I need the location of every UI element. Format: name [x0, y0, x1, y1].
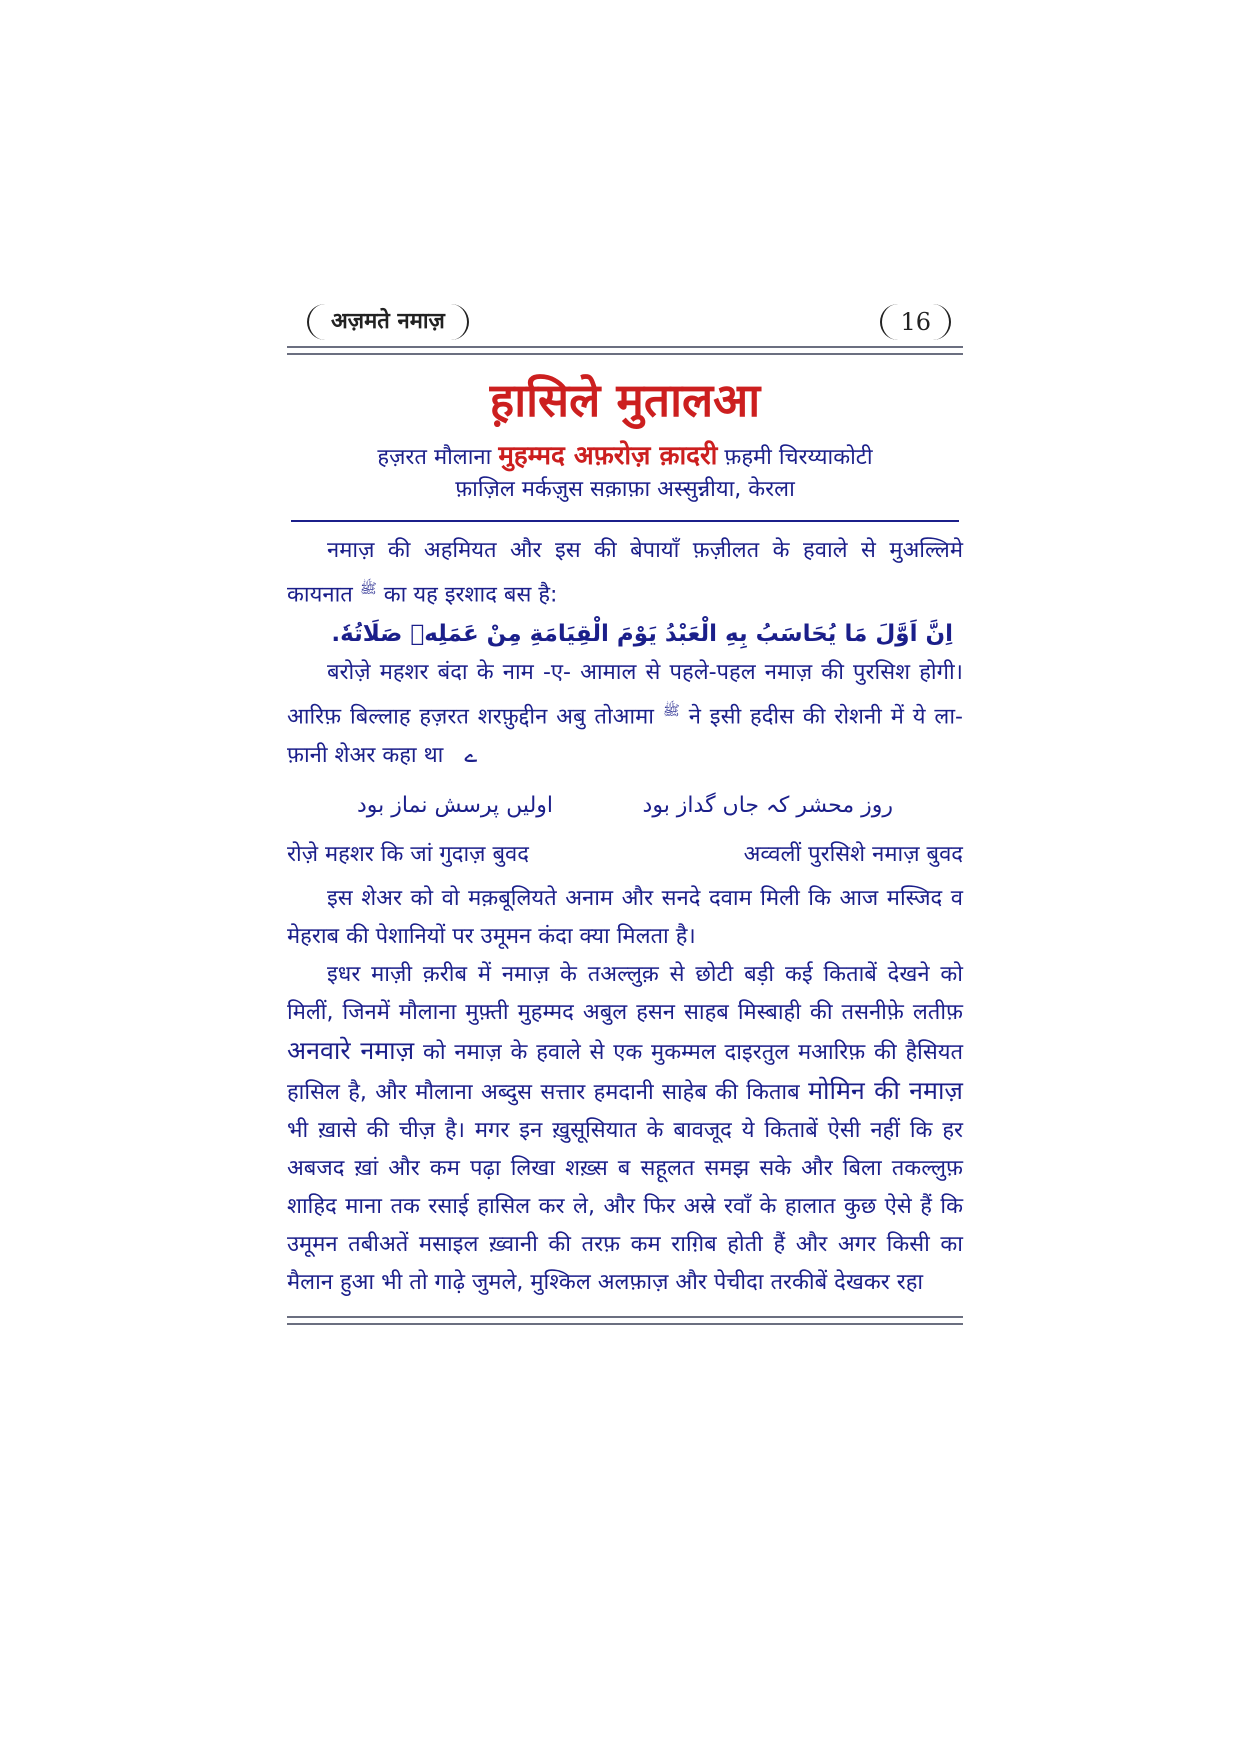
salutation-symbol: ﷺ [359, 581, 377, 597]
page-number: 16 [880, 304, 951, 340]
couplet-urdu-second: اولیں پرسش نماز بود [357, 792, 554, 818]
paragraph-1-text: नमाज़ की अहमियत और इस की बेपायाँ फ़ज़ीलत के हवाले से मुअल्लिमे कायनात [287, 538, 963, 608]
couplet-hindi-second: अव्वलीं पुरसिशे नमाज़ बुवद [743, 841, 963, 867]
book-name-anware-namaz: अनवारे नमाज़ [287, 1035, 415, 1065]
couplet-urdu-first: روز محشر کہ جاں گداز بود [642, 792, 893, 818]
hadith-arabic: اِنَّ اَوَّلَ مَا یُحَاسَبُ بِهِ الْعَبْدُ یَوْمَ الْقِیَامَةِ مِنْ عَمَلِهٖ صَلَاتُهٗ. [331, 621, 953, 648]
paragraph-2-text-b: ने इसी हदीस की रोशनी में ये ला-फ़ानी शेअर कहा था [287, 704, 963, 768]
page-header [287, 300, 963, 348]
author-name: मुहम्मद अफ़रोज़ क़ादरी [498, 441, 718, 471]
verse-mark: ے [464, 742, 478, 768]
paragraph-4-text-b: को नमाज़ के हवाले से एक मुकम्मल दाइरतुल मआरिफ़ की हैसियत हासिल है, और मौलाना अब्दुस सत्तार हमदानी साहेब की किताब [287, 1039, 963, 1105]
paragraph-3: इस शेअर को वो मक़बूलियते अनाम और सनदे दवाम मिली कि आज मस्जिद व मेहराब की पेशानियों पर उमूमन कंदा क्या मिलता है। [287, 885, 963, 949]
couplet-urdu [287, 793, 963, 818]
couplet-hindi-first: रोज़े महशर कि जां गुदाज़ बुवद [287, 841, 529, 867]
book-name-momin-ki-namaz: मोमिन की नमाज़ [808, 1075, 963, 1105]
title-divider [291, 520, 959, 522]
paragraph-4 [287, 956, 963, 1302]
page [287, 300, 963, 1325]
author-suffix: फ़हमी चिरय्याकोटी [724, 445, 873, 470]
chapter-title: ह़ासिले मुतालआ [489, 373, 761, 427]
paragraph-2 [287, 654, 963, 774]
paragraph-4-text-c: भी ख़ासे की चीज़ है। मगर इन ख़ुसूसियात के बावजूद ये किताबें ऐसी नहीं कि हर अबजद ख़ां और कम पढ़ा लिखा शख़्स ब सहूलत समझ सके और बिला तकल्लुफ़ शाहिद माना तक रसाई हासिल कर ले, और फिर अस्रे रवाँ के हालात कुछ ऐसे हैं कि उमूमन तबीअतें मसाइल ख़्वानी की तरफ़ कम राग़िब होती हैं और अगर किसी का मैलान हुआ भी तो गाढ़े जुमले, मुश्किल अलफ़ाज़ और पेचीदा तरकीबें देखकर रहा [287, 1117, 963, 1295]
footer-divider [287, 1316, 963, 1325]
paragraph-2-text-a: बरोज़े महशर बंदा के नाम -ए- आमाल से पहले-पहल नमाज़ की पुरसिश होगी। आरिफ़ बिल्लाह हज़रत शरफ़ुद्दीन अबु तोआमा [287, 660, 963, 730]
book-title: अज़मते नमाज़ [307, 304, 469, 340]
author-prefix: हज़रत मौलाना [377, 445, 492, 470]
paragraph-1 [287, 532, 963, 614]
author-affiliation: फ़ाज़िल मर्कज़ुस सक़ाफ़ा अस्सुन्नीया, केरला [455, 477, 795, 502]
honorific-symbol: ﷺ [662, 703, 680, 720]
couplet-hindi [287, 838, 963, 868]
paragraph-1-end: का यह इरशाद बस है: [383, 582, 558, 608]
paragraph-4-text-a: इधर माज़ी क़रीब में नमाज़ के तअल्लुक़ से छोटी बड़ी कई किताबें देखने को मिलीं, जिनमें मौलाना मुफ़्ती मुहम्मद अबुल हसन साहब मिस्बाही की तसनीफ़े लतीफ़ [287, 961, 963, 1025]
author-line [287, 440, 963, 474]
header-divider [287, 346, 963, 355]
